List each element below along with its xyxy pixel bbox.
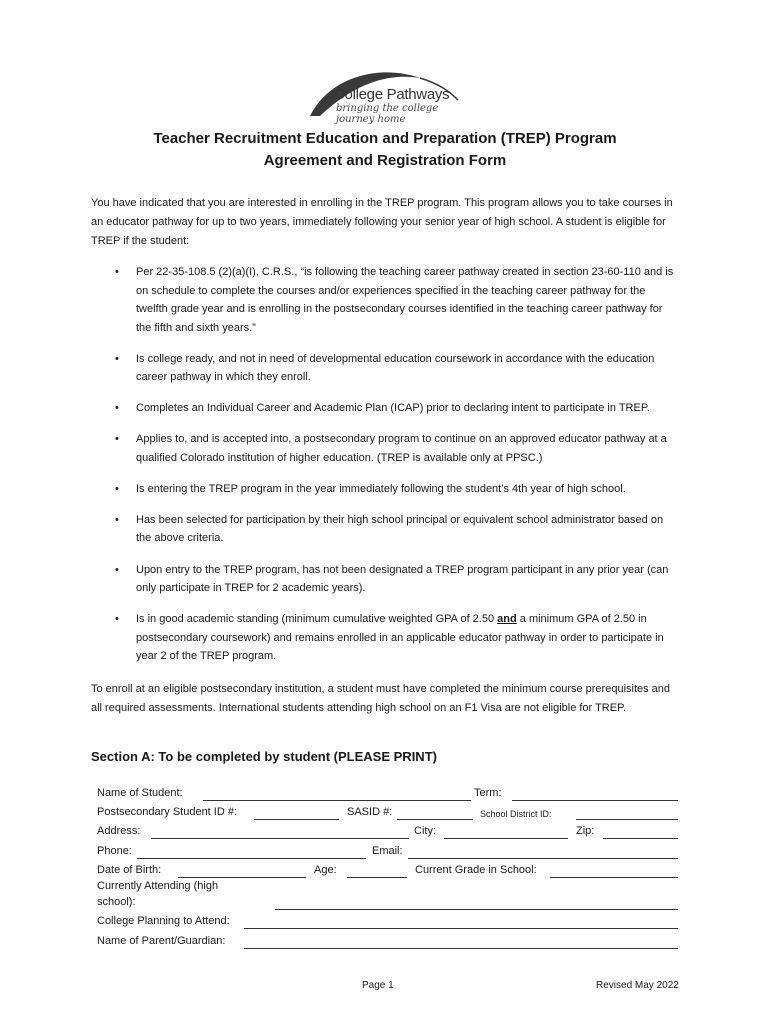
college-label: College Planning to Attend: (97, 915, 230, 927)
bullet-icon: • (115, 482, 119, 495)
enroll-note: To enroll at an eligible postsecondary institution, a student must have completed the minimum course prerequisites and all required assessments. International students attending high school on an F1 Visa are not eligible for TREP. (91, 683, 671, 714)
form-title: Teacher Recruitment Education and Preparation (TREP) Program (153, 130, 617, 147)
dob-field[interactable] (178, 877, 306, 878)
list-item: • Applies to, and is accepted into, a postsecondary program to continue on an approved educator pathway at a qualified Colorado institution of higher education. (TREP is available only at PPSC.) (109, 430, 679, 467)
bullet-icon: • (115, 433, 119, 446)
bullet-icon: • (115, 563, 119, 576)
address-label: Address: (97, 825, 141, 837)
name-field[interactable] (203, 800, 471, 801)
student-id-field[interactable] (254, 819, 339, 820)
section-a-heading: Section A: To be completed by student (PLEASE PRINT) (91, 749, 437, 764)
term-field[interactable] (512, 800, 678, 801)
list-item: • Upon entry to the TREP program, has not been designated a TREP program participant in any prior year (can only participate in TREP for 2 academic years). (109, 561, 679, 598)
logo-tagline: bringing the college journey home (336, 103, 439, 125)
eligibility-list (109, 263, 679, 678)
email-field[interactable] (408, 858, 678, 859)
phone-field[interactable] (137, 858, 366, 859)
bullet-icon: • (115, 266, 119, 278)
attending-label: Currently Attending (high (97, 880, 219, 892)
list-item: • Completes an Individual Career and Academic Plan (ICAP) prior to declaring intent to participate in TREP. (109, 399, 679, 418)
logo-name: College Pathways (334, 86, 450, 103)
city-field[interactable] (444, 838, 568, 839)
student-id-label: Postsecondary Student ID #: (97, 806, 238, 818)
email-label: Email: (372, 845, 403, 857)
name-label: Name of Student: (97, 787, 183, 799)
sasid-field[interactable] (397, 819, 473, 820)
city-label: City: (414, 825, 436, 837)
list-item: • Is college ready, and not in need of developmental education coursework in accordance with the education career pathway in which they enroll. (109, 350, 679, 387)
grade-field[interactable] (550, 877, 678, 878)
term-label: Term: (474, 787, 502, 799)
dob-label: Date of Birth: (97, 864, 162, 876)
grade-label: Current Grade in School: (415, 864, 537, 876)
emphasis-and: and (497, 613, 517, 626)
zip-label: Zip: (576, 825, 595, 837)
age-field[interactable] (347, 877, 407, 878)
list-item: • Per 22-35-108.5 (2)(a)(I), C.R.S., “is following the teaching career pathway created in section 23-60-110 and is on schedule to complete the courses and/or experiences specified in the teaching career pathway for the twelfth grade year and is enrolling in the postsecondary courses identified in the teaching career pathway for the fifth and sixth years.” (109, 263, 679, 337)
bullet-icon: • (115, 402, 119, 415)
address-field[interactable] (151, 838, 409, 839)
form-subtitle: Agreement and Registration Form (263, 152, 507, 169)
age-label: Age: (314, 864, 337, 876)
page-number: Page 1 (362, 980, 394, 991)
bullet-icon: • (115, 513, 119, 526)
list-item: • Has been selected for participation by their high school principal or equivalent school administrator based on the above criteria. (109, 511, 679, 548)
sasid-label: SASID #: (347, 806, 393, 818)
parent-label: Name of Parent/Guardian: (97, 935, 226, 947)
college-field[interactable] (244, 928, 678, 929)
list-item: • Is in good academic standing (minimum cumulative weighted GPA of 2.50 and a minimum GPA of 2.50 in postsecondary coursework) and remains enrolled in an applicable educator pathway in order to participate in year 2 of the TREP program. (109, 610, 679, 666)
district-id-label: School District ID: (480, 809, 552, 819)
bullet-icon: • (115, 613, 119, 626)
attending-field[interactable] (275, 909, 678, 910)
parent-field[interactable] (244, 948, 678, 949)
district-id-field[interactable] (576, 819, 678, 820)
bullet-icon: • (115, 352, 119, 365)
intro-paragraph: You have indicated that you are interested in enrolling in the TREP program. This program allows you to take courses in an educator pathway for up to two years, immediately following your senior year of high school. A student is eligible for TREP if the student: (91, 197, 673, 247)
zip-field[interactable] (603, 838, 678, 839)
college-pathways-logo (300, 66, 470, 132)
attending-label-cont: school): (97, 896, 136, 908)
revised-date: Revised May 2022 (596, 980, 679, 991)
phone-label: Phone: (97, 845, 132, 857)
list-item: • Is entering the TREP program in the year immediately following the student’s 4th year of high school. (109, 480, 679, 499)
